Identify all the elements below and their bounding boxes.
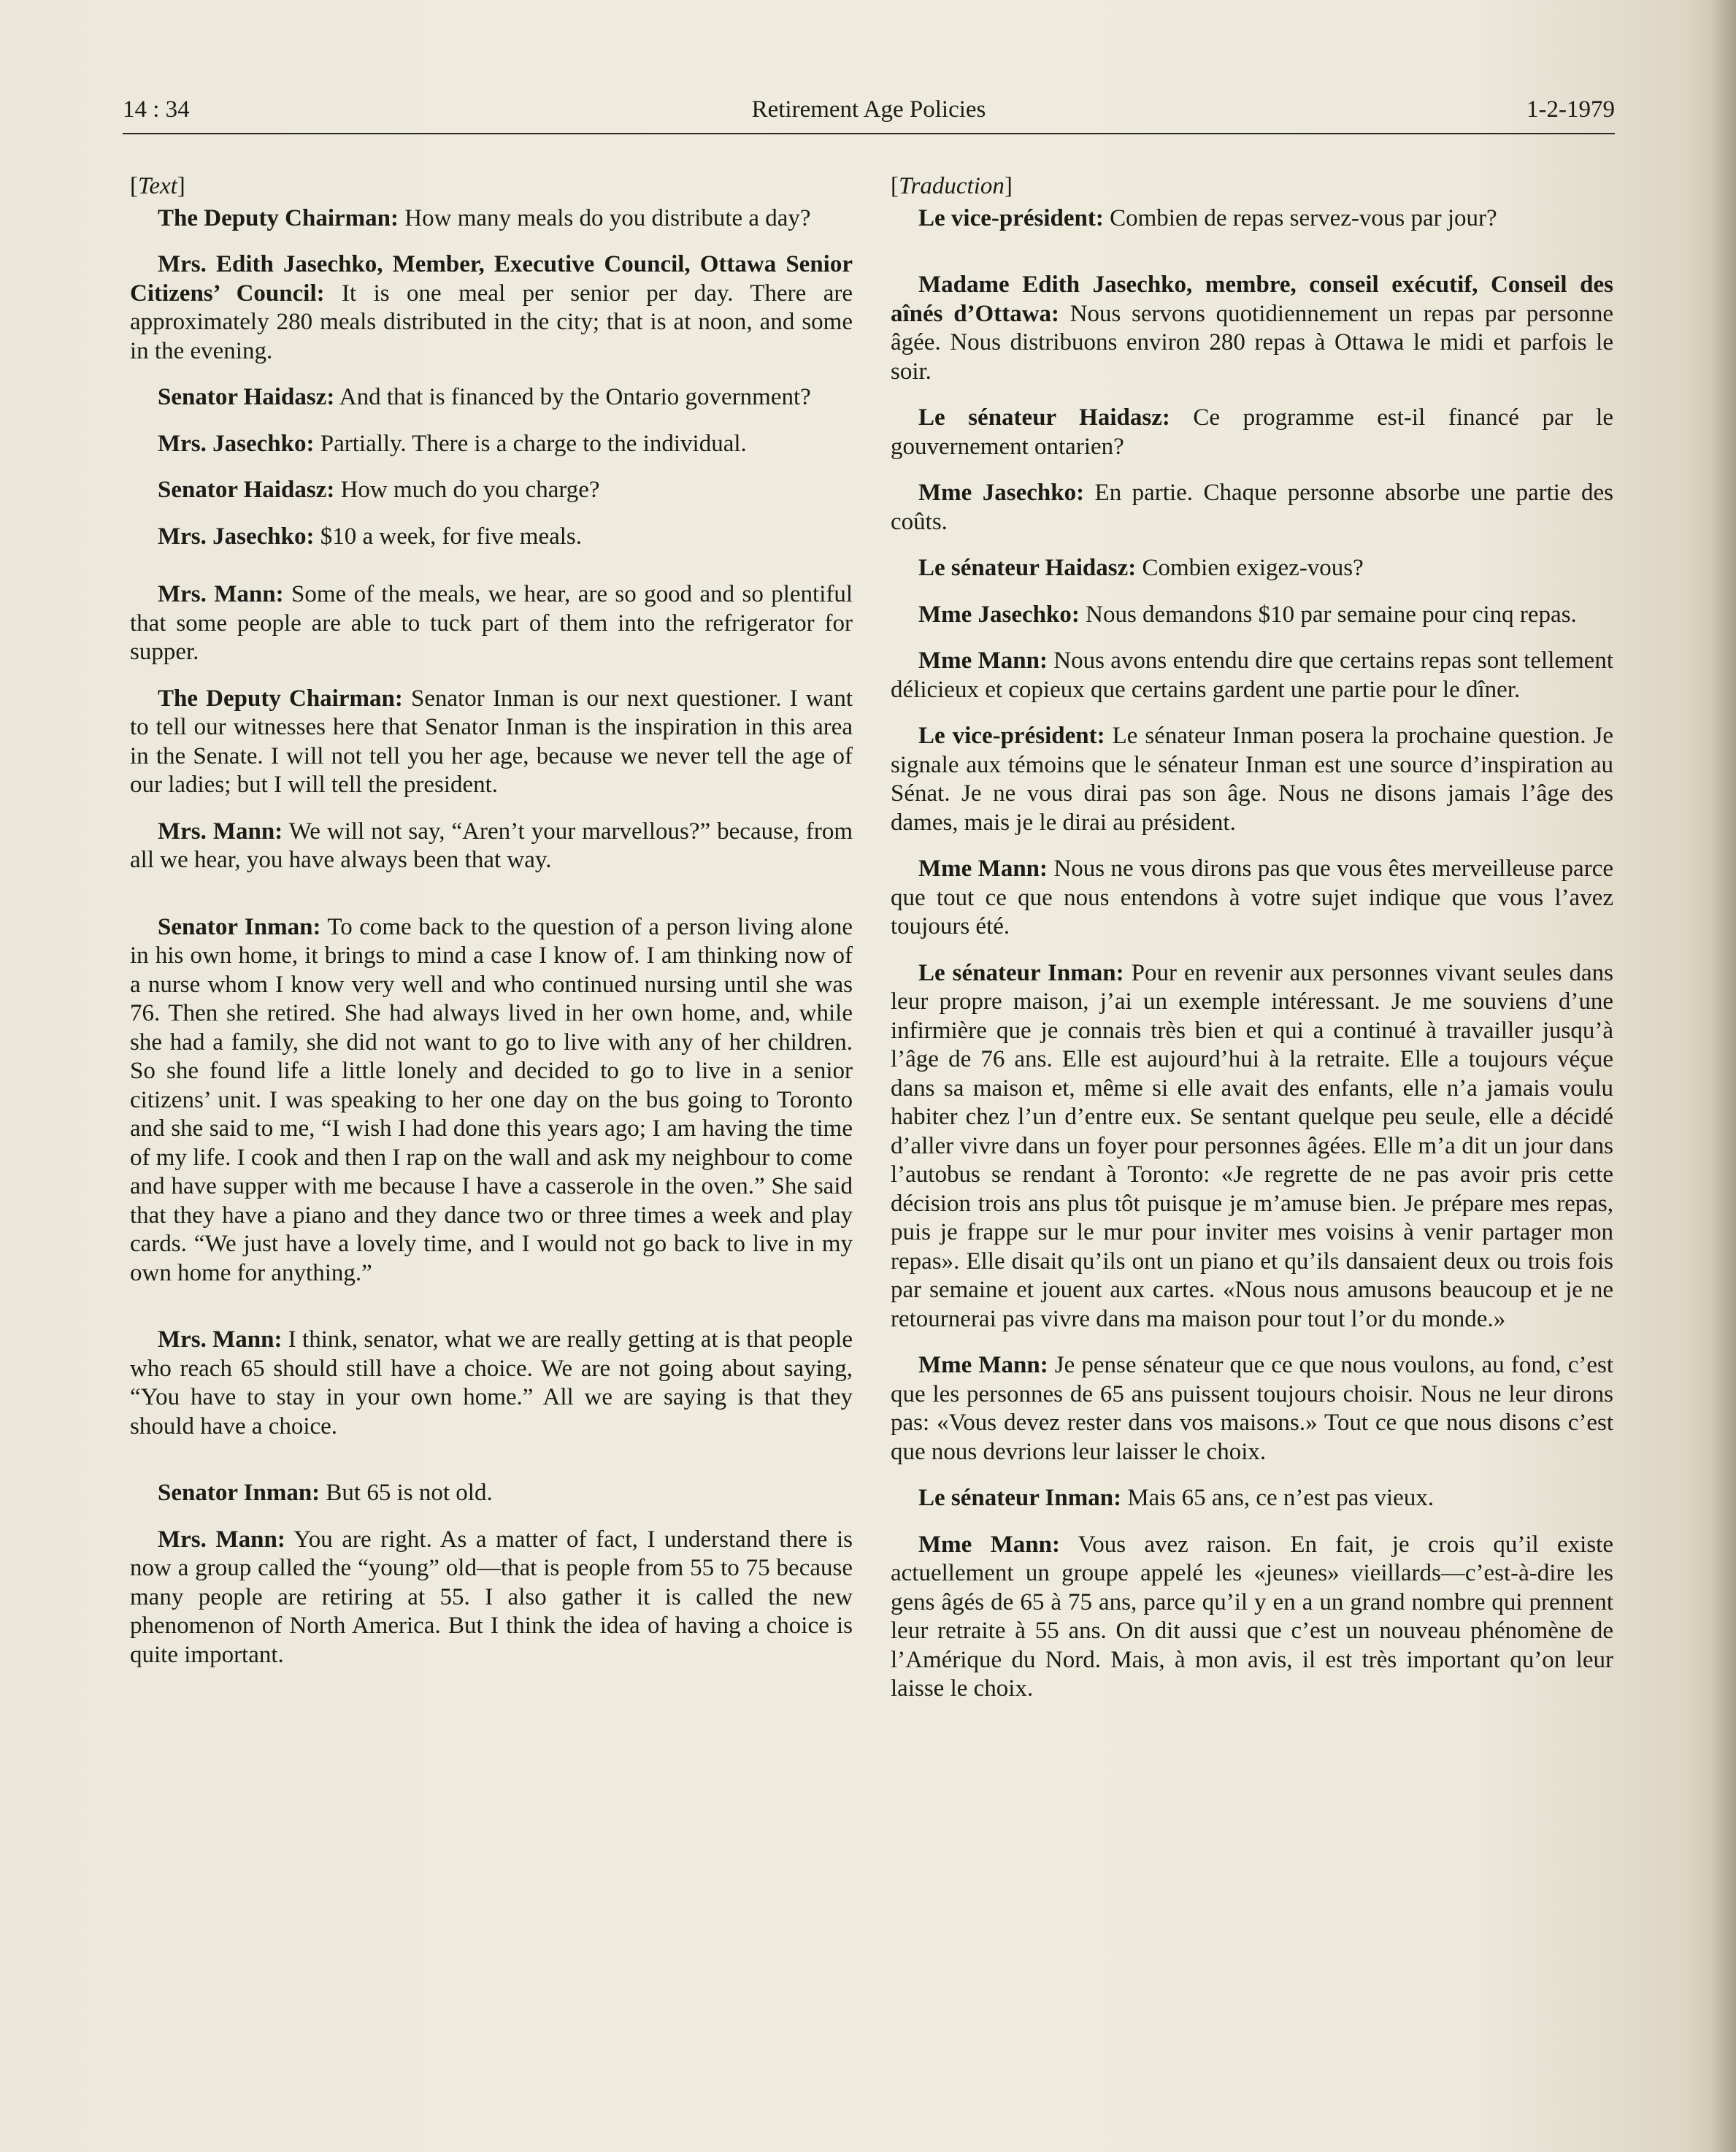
speech: Je pense sénateur que ce que nous voulons, au fond, c’est que les personnes de 65 ans puissent toujours choisir. Nous ne leur dirons pas: «Vous devez rester dans vos maisons.» Tout ce que nous disons c’est que nous devrions leur laisser le choix. bbox=[891, 1352, 1613, 1465]
paragraph bbox=[891, 479, 1613, 537]
speech: En partie. Chaque personne absorbe une partie des coûts. bbox=[891, 480, 1614, 535]
speaker: Le sénateur Inman: bbox=[918, 1485, 1122, 1511]
speaker: Mme Mann: bbox=[918, 1531, 1060, 1558]
speech: Le sénateur Inman posera la prochaine question. Je signale aux témoins que le sénateur Inman est une source d’inspiration au Sénat. Je ne vous dirai pas son âge. Nous ne disons jamais l’âge des dames, mais je le dirai au président. bbox=[891, 723, 1614, 836]
paragraph bbox=[130, 913, 853, 1288]
speaker: Mrs. Mann: bbox=[158, 581, 284, 607]
speech: We will not say, “Aren’t your marvellous?” because, from all we hear, you have always been that way. bbox=[130, 818, 853, 873]
paragraph bbox=[130, 523, 853, 552]
paragraph bbox=[130, 1326, 853, 1441]
speech: How much do you charge? bbox=[340, 477, 600, 503]
column-tag: [Traduction] bbox=[891, 173, 1013, 199]
speaker: Le vice-président: bbox=[918, 723, 1105, 749]
speech: Combien de repas servez-vous par jour? bbox=[1110, 204, 1497, 231]
paragraph bbox=[891, 404, 1613, 461]
paragraph bbox=[130, 204, 853, 234]
paragraph bbox=[130, 580, 853, 667]
speaker: Senator Inman: bbox=[158, 913, 321, 940]
speech: Senator Inman is our next questioner. I want to tell our witnesses here that Senator Inman is the inspiration in this area in the Senate. I will not tell you her age, because we never tell the age of our ladies; but I will tell the president. bbox=[130, 685, 853, 798]
paragraph bbox=[891, 271, 1613, 386]
paragraph bbox=[891, 1531, 1613, 1704]
speech: Pour en revenir aux personnes vivant seules dans leur propre maison, j’ai un exemple intéressant. Je me souviens d’une infirmière que je connais très bien et qui a continué à travailler jusqu’à l’âge de 76 ans. Elle est aujourd’hui à la retraite. Elle a toujours véçue dans sa maison et, même si elle avait des enfants, elle n’a jamais voulu habiter chez l’un d’entre eux. Se sentant quelque peu seule, elle a décidé d’aller vivre dans un foyer pour personnes âgées. Elle m’a dit un jour dans l’autobus se rendant à Toronto: «Je regrette de ne pas avoir pris cette décision trois ans plus tôt puisque je m’amuse bien. Je prépare mes repas, puis je frappe sur le mur pour inviter mes voisins à venir partager mon repas». Elle disait qu’ils ont un piano et qu’ils dansaient deux ou trois fois par semaine et jouent aux cartes. «Nous nous amusons beaucoup et je ne retournerai pas vivre dans ma maison pour tout l’or du monde.» bbox=[891, 959, 1613, 1332]
english-column bbox=[130, 172, 853, 1687]
paragraph bbox=[130, 430, 853, 459]
speaker: Le sénateur Haidasz: bbox=[918, 555, 1137, 581]
paragraph bbox=[891, 959, 1613, 1334]
speech: Ce programme est-il financé par le gouvernement ontarien? bbox=[891, 404, 1613, 460]
paragraph bbox=[891, 722, 1613, 837]
speech: How many meals do you distribute a day? bbox=[404, 204, 811, 231]
running-header bbox=[123, 96, 1615, 134]
paragraph bbox=[130, 383, 853, 412]
paragraph bbox=[130, 1526, 853, 1670]
speaker: Mme Mann: bbox=[918, 1352, 1048, 1378]
speech: Combien exigez-vous? bbox=[1142, 555, 1364, 581]
speaker: Mme Mann: bbox=[918, 856, 1048, 882]
speech: And that is financed by the Ontario government? bbox=[339, 384, 811, 410]
speech: It is one meal per senior per day. There are approximately 280 meals distributed in the city; that is at noon, and some in the evening. bbox=[130, 280, 853, 364]
speech: To come back to the question of a person living alone in his own home, it brings to mind a case I know of. I am thinking now of a nurse whom I know very well and who continued nursing until she was 76. Then she retired. She had always lived in her own home, and, while she had a family, she did not want to go to live with any of her children. So she found life a little lonely and decided to go to live in a senior citizens’ unit. I was speaking to her one day on the bus going to Toronto and she said to me, “I wish I had done this years ago; I am having the time of my life. I cook and then I rap on the wall and ask my neighbour to come and have supper with me because I have a casserole in the oven.” She said that they have a piano and they dance two or three times a week and play cards. “We just have a lovely time, and I would not go back to live in my own home for anything.” bbox=[130, 913, 853, 1286]
speech: Vous avez raison. En fait, je crois qu’il existe actuellement un groupe appelé les «jeunes» vieillards—c’est-à-dire les gens âgés de 65 à 75 ans, parce qu’il y en a un grand nombre qui prennent leur retraite à 55 ans. On dit aussi que c’est un nouveau phénomène de l’Amérique du Nord. Mais, à mon avis, il est très important qu’on leur laisse le choix. bbox=[891, 1531, 1613, 1702]
column-tag-text: Text bbox=[138, 173, 177, 199]
page-number: 14 : 34 bbox=[123, 96, 190, 123]
paragraph bbox=[891, 1351, 1613, 1467]
speaker: Madame Edith Jasechko, membre, conseil exécutif, Conseil des aînés d’Ottawa: bbox=[891, 272, 1613, 327]
speaker: Mrs. Jasechko: bbox=[158, 523, 315, 550]
speaker: Mme Jasechko: bbox=[918, 601, 1080, 628]
paragraph bbox=[891, 647, 1613, 704]
running-title: Retirement Age Policies bbox=[751, 96, 986, 123]
speech: You are right. As a matter of fact, I understand there is now a group called the “young” old—that is people from 55 to 75 because many people are retiring at 55. I also gather it is called the new phenomenon of North America. But I think the idea of having a choice is quite important. bbox=[130, 1526, 853, 1668]
speaker: Le sénateur Haidasz: bbox=[918, 404, 1170, 431]
speech: Some of the meals, we hear, are so good and so plentiful that some people are able to tuck part of them into the refrigerator for supper. bbox=[130, 581, 853, 665]
paragraph bbox=[130, 818, 853, 875]
speech: Nous demandons $10 par semaine pour cinq repas. bbox=[1086, 601, 1577, 628]
speech: Nous servons quotidiennement un repas par personne âgée. Nous distribuons environ 280 repas à Ottawa le midi et parfois le soir. bbox=[891, 300, 1613, 385]
speaker: Le vice-président: bbox=[918, 204, 1104, 231]
speech: But 65 is not old. bbox=[326, 1480, 493, 1506]
paragraph bbox=[891, 554, 1613, 583]
speech: Partially. There is a charge to the individual. bbox=[320, 430, 747, 457]
speaker: Mrs. Mann: bbox=[158, 1326, 283, 1353]
speech: Mais 65 ans, ce n’est pas vieux. bbox=[1127, 1485, 1434, 1511]
speech: I think, senator, what we are really getting at is that people who reach 65 should still have a choice. We are not going about saying, “You have to stay in your own home.” All we are saying is that they should have a choice. bbox=[130, 1326, 853, 1440]
speaker: Senator Haidasz: bbox=[158, 384, 335, 410]
speech: $10 a week, for five meals. bbox=[320, 523, 582, 550]
speaker: Mme Mann: bbox=[918, 647, 1048, 674]
speaker: Senator Haidasz: bbox=[158, 477, 335, 503]
header-date: 1-2-1979 bbox=[1526, 96, 1615, 123]
paragraph bbox=[130, 1479, 853, 1508]
speaker: Mrs. Mann: bbox=[158, 818, 283, 845]
speaker: Mrs. Jasechko: bbox=[158, 430, 315, 457]
paragraph bbox=[891, 601, 1613, 630]
speaker: The Deputy Chairman: bbox=[158, 204, 399, 231]
speaker: Mrs. Edith Jasechko, Member, Executive Council, Ottawa Senior Citizens’ Council: bbox=[130, 251, 853, 307]
paragraph bbox=[130, 685, 853, 800]
paragraph bbox=[891, 204, 1613, 234]
paragraph bbox=[891, 855, 1613, 942]
paragraph bbox=[130, 250, 853, 366]
column-tag-text: Traduction bbox=[899, 173, 1005, 199]
paragraph bbox=[130, 476, 853, 505]
french-column bbox=[891, 172, 1613, 1721]
speaker: Senator Inman: bbox=[158, 1480, 320, 1506]
speaker: Mme Jasechko: bbox=[918, 480, 1085, 506]
speech: Nous ne vous dirons pas que vous êtes merveilleuse parce que tout ce que nous entendons à votre sujet indique que vous l’avez toujours été. bbox=[891, 856, 1613, 939]
speaker: Le sénateur Inman: bbox=[918, 959, 1124, 986]
paragraph bbox=[891, 1484, 1613, 1513]
speaker: Mrs. Mann: bbox=[158, 1526, 285, 1553]
binding-shadow bbox=[1710, 0, 1736, 2152]
speech: Nous avons entendu dire que certains repas sont tellement délicieux et copieux que certains gardent une partie pour le dîner. bbox=[891, 647, 1613, 703]
column-tag: [Text] bbox=[130, 173, 185, 199]
speaker: The Deputy Chairman: bbox=[158, 685, 403, 712]
